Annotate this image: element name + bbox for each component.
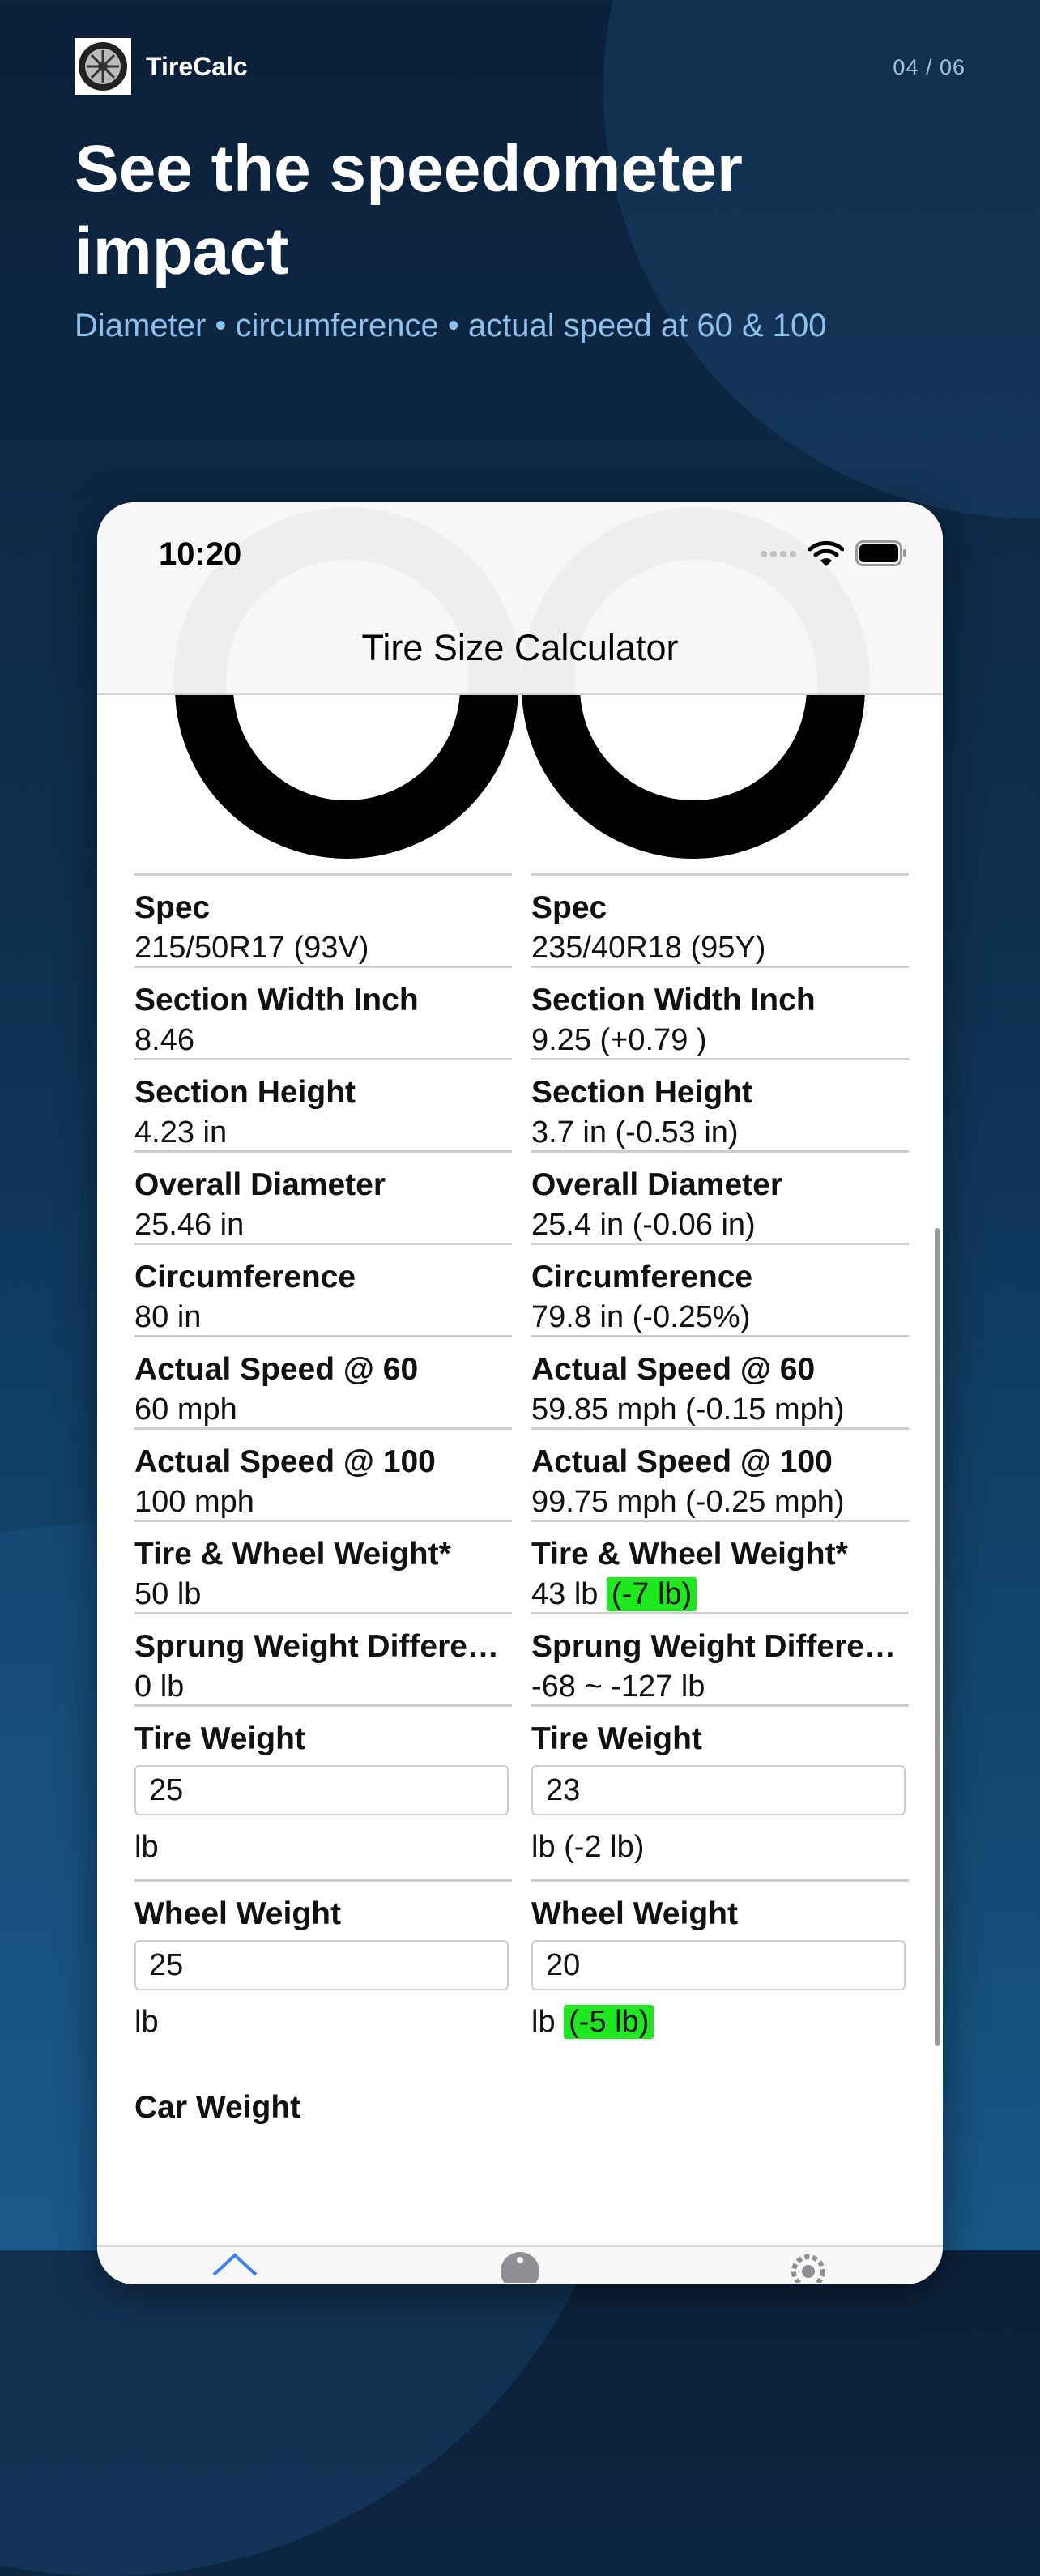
row-label: Section Height: [531, 1075, 753, 1110]
row-label: Actual Speed @ 60: [134, 1352, 419, 1387]
actual-speed-100-row: [134, 1427, 512, 1520]
section-width-row: [134, 966, 512, 1058]
row-label: Tire Weight: [531, 1721, 702, 1756]
row-value: 8.46: [134, 1023, 194, 1057]
row-value: 100 mph: [134, 1485, 254, 1519]
row-label: Wheel Weight: [531, 1896, 738, 1931]
section-height-row: [134, 1058, 512, 1150]
row-label: Actual Speed @ 60: [531, 1352, 816, 1387]
weight-value: 43 lb: [531, 1577, 599, 1611]
tire-diagram-original: [175, 695, 518, 859]
nav-title: Tire Size Calculator: [361, 627, 679, 668]
wheel-weight-row: [134, 1879, 512, 2054]
row-label: Section Width Inch: [531, 983, 816, 1017]
home-icon[interactable]: [211, 2250, 259, 2284]
status-icons: [760, 540, 907, 571]
section-height-row: [531, 1058, 909, 1150]
row-value: -68 ~ -127 lb: [531, 1670, 705, 1704]
unit-label: lb (-2 lb): [531, 1830, 645, 1864]
weight-delta-badge: (-5 lb): [564, 2005, 654, 2039]
row-value: 25.4 in (-0.06 in): [531, 1208, 756, 1242]
wheel-weight-input[interactable]: [134, 1940, 509, 1990]
overall-diameter-row: [134, 1150, 512, 1243]
signal-icon: [760, 548, 797, 563]
row-label: Wheel Weight: [134, 1896, 341, 1931]
unit-label: lb: [134, 2005, 159, 2039]
row-value: 0 lb: [134, 1670, 185, 1704]
row-label: Tire Weight: [134, 1721, 305, 1756]
row-label: Tire & Wheel Weight*: [134, 1537, 451, 1572]
row-label: Section Width Inch: [134, 983, 419, 1017]
original-tire-column: [134, 873, 512, 2054]
tab-bar: [97, 2245, 943, 2284]
row-value: 235/40R18 (95Y): [531, 931, 766, 965]
row-label: Spec: [531, 890, 607, 925]
actual-speed-100-row: [531, 1427, 909, 1520]
row-label: Tire & Wheel Weight*: [531, 1537, 848, 1572]
row-value: [531, 1574, 909, 1614]
page-counter: 04 / 06: [893, 55, 965, 79]
brand-name: TireCalc: [146, 51, 248, 81]
weight-delta-badge: (-7 lb): [607, 1577, 697, 1611]
row-label: Circumference: [531, 1260, 753, 1294]
nav-bar: [97, 599, 943, 695]
row-label: Actual Speed @ 100: [134, 1444, 436, 1479]
row-label: Actual Speed @ 100: [531, 1444, 833, 1479]
section-width-row: [531, 966, 909, 1058]
tire-weight-row: [531, 1704, 909, 1879]
settings-icon[interactable]: [787, 2250, 829, 2284]
tire-weight-row: [134, 1704, 512, 1879]
tire-weight-input[interactable]: [134, 1765, 509, 1815]
wheel-weight-row: [531, 1879, 909, 2054]
row-value: 3.7 in (-0.53 in): [531, 1115, 739, 1149]
actual-speed-60-row: [134, 1335, 512, 1427]
row-label: Overall Diameter: [134, 1167, 386, 1202]
tire-diagram-new: [522, 695, 865, 859]
tire-wheel-weight-row: [134, 1520, 512, 1612]
phone-mockup: [97, 502, 943, 2284]
wifi-icon: [808, 540, 844, 571]
headline-line-1: See the speedometer: [75, 132, 743, 206]
spec-row: [134, 873, 512, 966]
row-label: Section Height: [134, 1075, 356, 1110]
actual-speed-60-row: [531, 1335, 909, 1427]
circumference-row: [134, 1243, 512, 1335]
battery-icon: [855, 540, 907, 570]
wheel-weight-input[interactable]: [531, 1940, 906, 1990]
row-label: Circumference: [134, 1260, 356, 1294]
wheel-icon: [75, 38, 131, 95]
tire-wheel-weight-row: [531, 1520, 909, 1612]
unit-label: lb: [134, 1830, 159, 1864]
row-value: 80 in: [134, 1300, 202, 1334]
row-value: 215/50R17 (93V): [134, 931, 369, 965]
new-tire-column: [531, 873, 909, 2054]
subheadline: Diameter • circumference • actual speed at 60 & 100: [75, 308, 827, 343]
sprung-weight-row: [531, 1612, 909, 1704]
row-label: Sprung Weight Differe…: [531, 1629, 896, 1664]
status-bar: [97, 502, 943, 599]
sprung-weight-row: [134, 1612, 512, 1704]
row-value: 25.46 in: [134, 1208, 245, 1242]
unit-label: [531, 2002, 909, 2042]
headline-line-2: impact: [75, 215, 289, 288]
circumference-row: [531, 1243, 909, 1335]
row-label: Sprung Weight Differe…: [134, 1629, 499, 1664]
headline: [75, 128, 965, 293]
car-weight-label: Car Weight: [134, 2090, 301, 2125]
scrollbar[interactable]: [935, 1228, 940, 2046]
row-label: Overall Diameter: [531, 1167, 783, 1202]
brand: [75, 37, 248, 96]
row-value: 79.8 in (-0.25%): [531, 1300, 751, 1334]
row-value: 9.25 (+0.79 ): [531, 1023, 707, 1057]
status-time: 10:20: [159, 536, 242, 572]
row-value: 99.75 mph (-0.25 mph): [531, 1485, 845, 1519]
spec-row: [531, 873, 909, 966]
tire-weight-input[interactable]: [531, 1765, 906, 1815]
overall-diameter-row: [531, 1150, 909, 1243]
row-value: 50 lb: [134, 1577, 202, 1611]
scroll-content[interactable]: [97, 695, 943, 2275]
info-icon[interactable]: [499, 2250, 541, 2284]
unit-text: lb: [531, 2005, 556, 2039]
row-value: 59.85 mph (-0.15 mph): [531, 1392, 845, 1427]
row-value: 60 mph: [134, 1392, 237, 1427]
row-value: 4.23 in: [134, 1115, 228, 1149]
row-label: Spec: [134, 890, 211, 925]
